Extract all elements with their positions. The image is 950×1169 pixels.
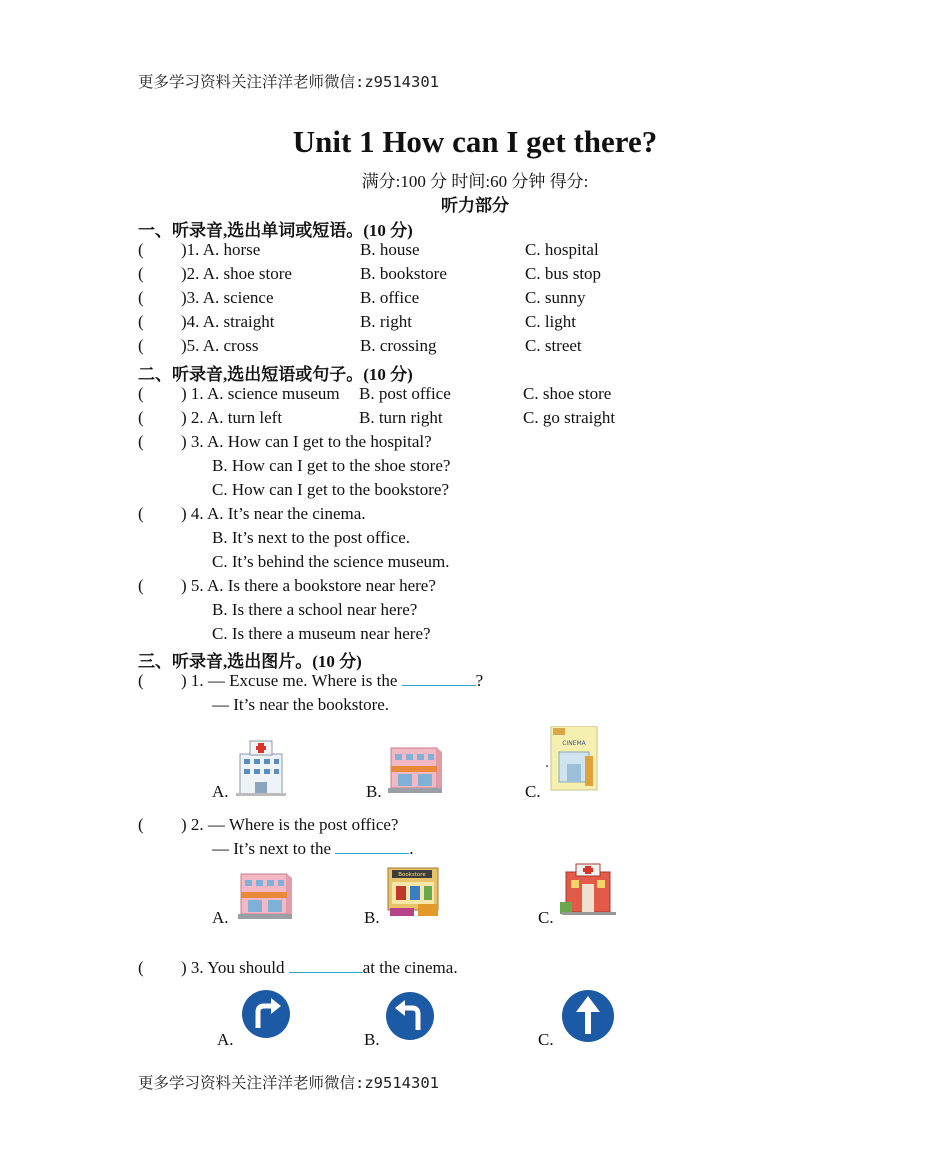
answer-paren: ( — [138, 288, 144, 307]
answer-paren: ( — [138, 240, 144, 259]
answer-paren: ( — [138, 504, 144, 523]
question-option-b: B. office — [360, 288, 420, 307]
option-b-label: B. — [366, 782, 382, 801]
question-option-c: C. bus stop — [525, 264, 602, 283]
turn-left-sign-icon — [384, 990, 436, 1042]
answer-paren: ( — [138, 432, 144, 451]
hospital-red-building-icon — [560, 862, 618, 916]
question-option-c: C. light — [525, 312, 577, 331]
question-option-c: C. How can I get to the bookstore? — [212, 480, 449, 499]
question-option-c: C. Is there a museum near here? — [212, 624, 431, 643]
sign-disc — [242, 990, 290, 1038]
question1-line1 — [181, 671, 483, 691]
question-option-b: B. post office — [359, 384, 451, 403]
option-a-label: A. — [217, 1030, 234, 1049]
shop-building-icon — [236, 868, 294, 922]
answer-blank — [335, 839, 409, 854]
question-option-b: B. house — [360, 240, 420, 259]
question1-mark: ? — [475, 671, 484, 690]
answer-paren: ( — [138, 384, 144, 403]
question-option-b: B. How can I get to the shoe store? — [212, 456, 451, 475]
option-b-label: B. — [364, 908, 380, 927]
turn-right-sign-icon — [240, 988, 292, 1040]
question-option-a: )1. A. horse — [181, 240, 261, 259]
question-option-b: B. turn right — [359, 408, 443, 427]
answer-paren: ( — [138, 815, 144, 834]
option-c-label: C. — [538, 1030, 554, 1049]
question2-line2 — [212, 839, 413, 859]
question-option-c: C. go straight — [523, 408, 616, 427]
question-option-c: C. street — [525, 336, 582, 355]
option-a-label: A. — [212, 782, 229, 801]
question1-text: ) 1. — Excuse me. Where is the — [181, 671, 398, 690]
cinema-sign-text: CINEMA — [562, 740, 586, 747]
answer-paren: ( — [138, 336, 144, 355]
page-title: Unit 1 How can I get there? — [292, 124, 658, 159]
answer-blank — [289, 958, 363, 973]
bookstore-building-icon — [384, 864, 444, 918]
answer-paren: ( — [138, 408, 144, 427]
answer-paren: ( — [138, 576, 144, 595]
question-option-b: B. right — [360, 312, 412, 331]
question-option-a: )3. A. science — [181, 288, 274, 307]
question-option-b: B. It’s next to the post office. — [212, 528, 410, 547]
sign-disc — [386, 992, 434, 1040]
question2-mark: . — [409, 839, 414, 858]
question1-line2: — It’s near the bookstore. — [212, 695, 390, 714]
question-option-c: C. shoe store — [523, 384, 612, 403]
footer-note: 更多学习资料关注洋洋老师微信:z9514301 — [138, 1074, 439, 1092]
section3-heading: 三、听录音,选出图片。(10 分) — [138, 652, 362, 671]
question-option-c: C. hospital — [525, 240, 599, 259]
option-a-label: A. — [212, 908, 229, 927]
shoe-store-building-icon — [386, 742, 444, 796]
question-option-a: )2. A. shoe store — [181, 264, 292, 283]
section2-heading: 二、听录音,选出短语或句子。(10 分) — [138, 365, 413, 384]
cinema-building-icon — [545, 726, 601, 792]
answer-blank — [402, 671, 476, 686]
question-option-b: B. Is there a school near here? — [212, 600, 418, 619]
answer-paren: ( — [138, 264, 144, 283]
question-option-a: ) 3. A. How can I get to the hospital? — [181, 432, 432, 451]
bookstore-sign-text: Bookstore — [398, 872, 426, 878]
part-title: 听力部分 — [441, 196, 509, 215]
go-straight-sign-icon — [560, 988, 616, 1044]
answer-paren: ( — [138, 312, 144, 331]
option-c-label: C. — [538, 908, 554, 927]
question-option-c: C. It’s behind the science museum. — [212, 552, 450, 571]
option-b-label: B. — [364, 1030, 380, 1049]
question-option-a: ) 1. A. science museum — [181, 384, 340, 403]
question-option-a: ) 5. A. Is there a bookstore near here? — [181, 576, 436, 595]
question3-text: ) 3. You should — [181, 958, 285, 977]
section1-heading: 一、听录音,选出单词或短语。(10 分) — [138, 221, 413, 240]
question2-line1: ) 2. — Where is the post office? — [181, 815, 399, 834]
header-note: 更多学习资料关注洋洋老师微信:z9514301 — [138, 73, 439, 91]
score-time-line: 满分:100 分 时间:60 分钟 得分: — [361, 172, 589, 191]
question-option-a: ) 4. A. It’s near the cinema. — [181, 504, 366, 523]
question-option-a: )5. A. cross — [181, 336, 259, 355]
option-c-label: C. — [525, 782, 541, 801]
hospital-building-icon — [234, 738, 288, 796]
question-option-b: B. bookstore — [360, 264, 447, 283]
answer-paren: ( — [138, 671, 144, 690]
question-option-c: C. sunny — [525, 288, 586, 307]
answer-paren: ( — [138, 958, 144, 977]
question-option-a: )4. A. straight — [181, 312, 275, 331]
question-option-a: ) 2. A. turn left — [181, 408, 283, 427]
question2-text: — It’s next to the — [212, 839, 331, 858]
question-option-b: B. crossing — [360, 336, 437, 355]
question3-text-end: at the cinema. — [362, 958, 458, 977]
question3-line1 — [181, 958, 458, 978]
